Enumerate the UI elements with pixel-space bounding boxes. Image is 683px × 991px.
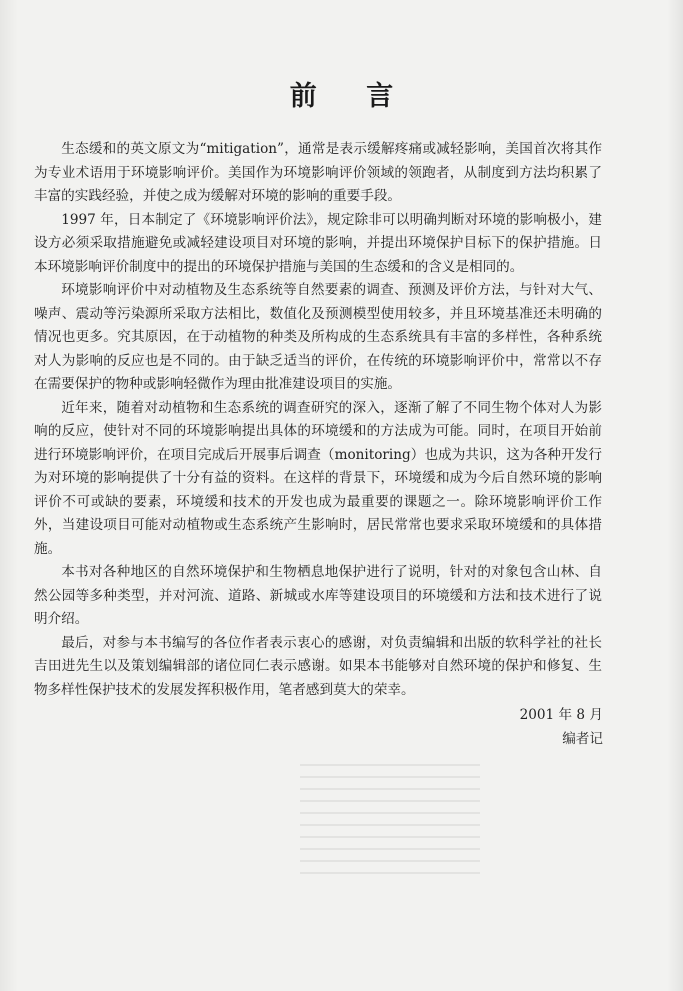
page-title: 前 言 bbox=[289, 81, 414, 112]
paragraph: 近年来，随着对动植物和生态系统的调查研究的深入，逐渐了解了不同生物个体对人为影响的反应，使针对不同的环境影响提出具体的环境缓和的方法成为可能。同时，在项目开始前进行环境影响评价，在项目完成后开展事后调查（monitoring）也成为共识，这为各种开发行为对环境的影响提供了十分有益的资料。在这样的背景下，环境缓和成为今后自然环境的影响评价不可或缺的要素，环境缓和技术的开发也成为最重要的课题之一。除环境影响评价工作外，当建设项目可能对动植物或生态系统产生影响时，居民常常也要求采取环境缓和的具体措施。 bbox=[34, 399, 602, 557]
paragraph: 生态缓和的英文原文为“mitigation”，通常是表示缓解疼痛或减轻影响，美国首次将其作为专业术语用于环境影响评价。美国作为环境影响评价领域的领跑者，从制度到方法均积累了丰富的实践经验，并使之成为缓解对环境的影响的重要手段。 bbox=[34, 141, 602, 204]
paragraph: 最后，对参与本书编写的各位作者表示衷心的感谢，对负责编辑和出版的软科学社的社长吉田进先生以及策划编辑部的诸位同仁表示感谢。如果本书能够对自然环境的保护和修复、生物多样性保护技术的发展发挥积极作用，笔者感到莫大的荣幸。 bbox=[34, 634, 602, 698]
signature-author: 编者记 bbox=[562, 731, 603, 747]
paragraph: 环境影响评价中对动植物及生态系统等自然要素的调查、预测及评价方法，与针对大气、噪声、震动等污染源所采取方法相比，数值化及预测模型使用较多，并且环境基准还未明确的情况也更多。究其原因，在于动植物的种类及所构成的生态系统具有丰富的多样性，各种系统对人为影响的反应也是不同的。由于缺乏适当的评价，在传统的环境影响评价中，常常以不存在需要保护的物种或影响轻微作为理由批准建设项目的实施。 bbox=[34, 282, 602, 392]
paragraph: 本书对各种地区的自然环境保护和生物栖息地保护进行了说明，针对的对象包含山林、自然公园等多种类型，并对河流、道路、新城或水库等建设项目的环境缓和方法和技术进行了说明介绍。 bbox=[34, 564, 602, 627]
preface-body bbox=[34, 138, 602, 702]
paragraph: 1997 年，日本制定了《环境影响评价法》，规定除非可以明确判断对环境的影响极小，建设方必须采取措施避免或减轻建设项目对环境的影响，并提出环境保护目标下的保护措施。日本环境影响评价制度中的提出的环境保护措施与美国的生态缓和的含义是相同的。 bbox=[34, 211, 602, 275]
show-through-texture bbox=[300, 764, 480, 914]
signature-date: 2001 年 8 月 bbox=[519, 707, 603, 723]
